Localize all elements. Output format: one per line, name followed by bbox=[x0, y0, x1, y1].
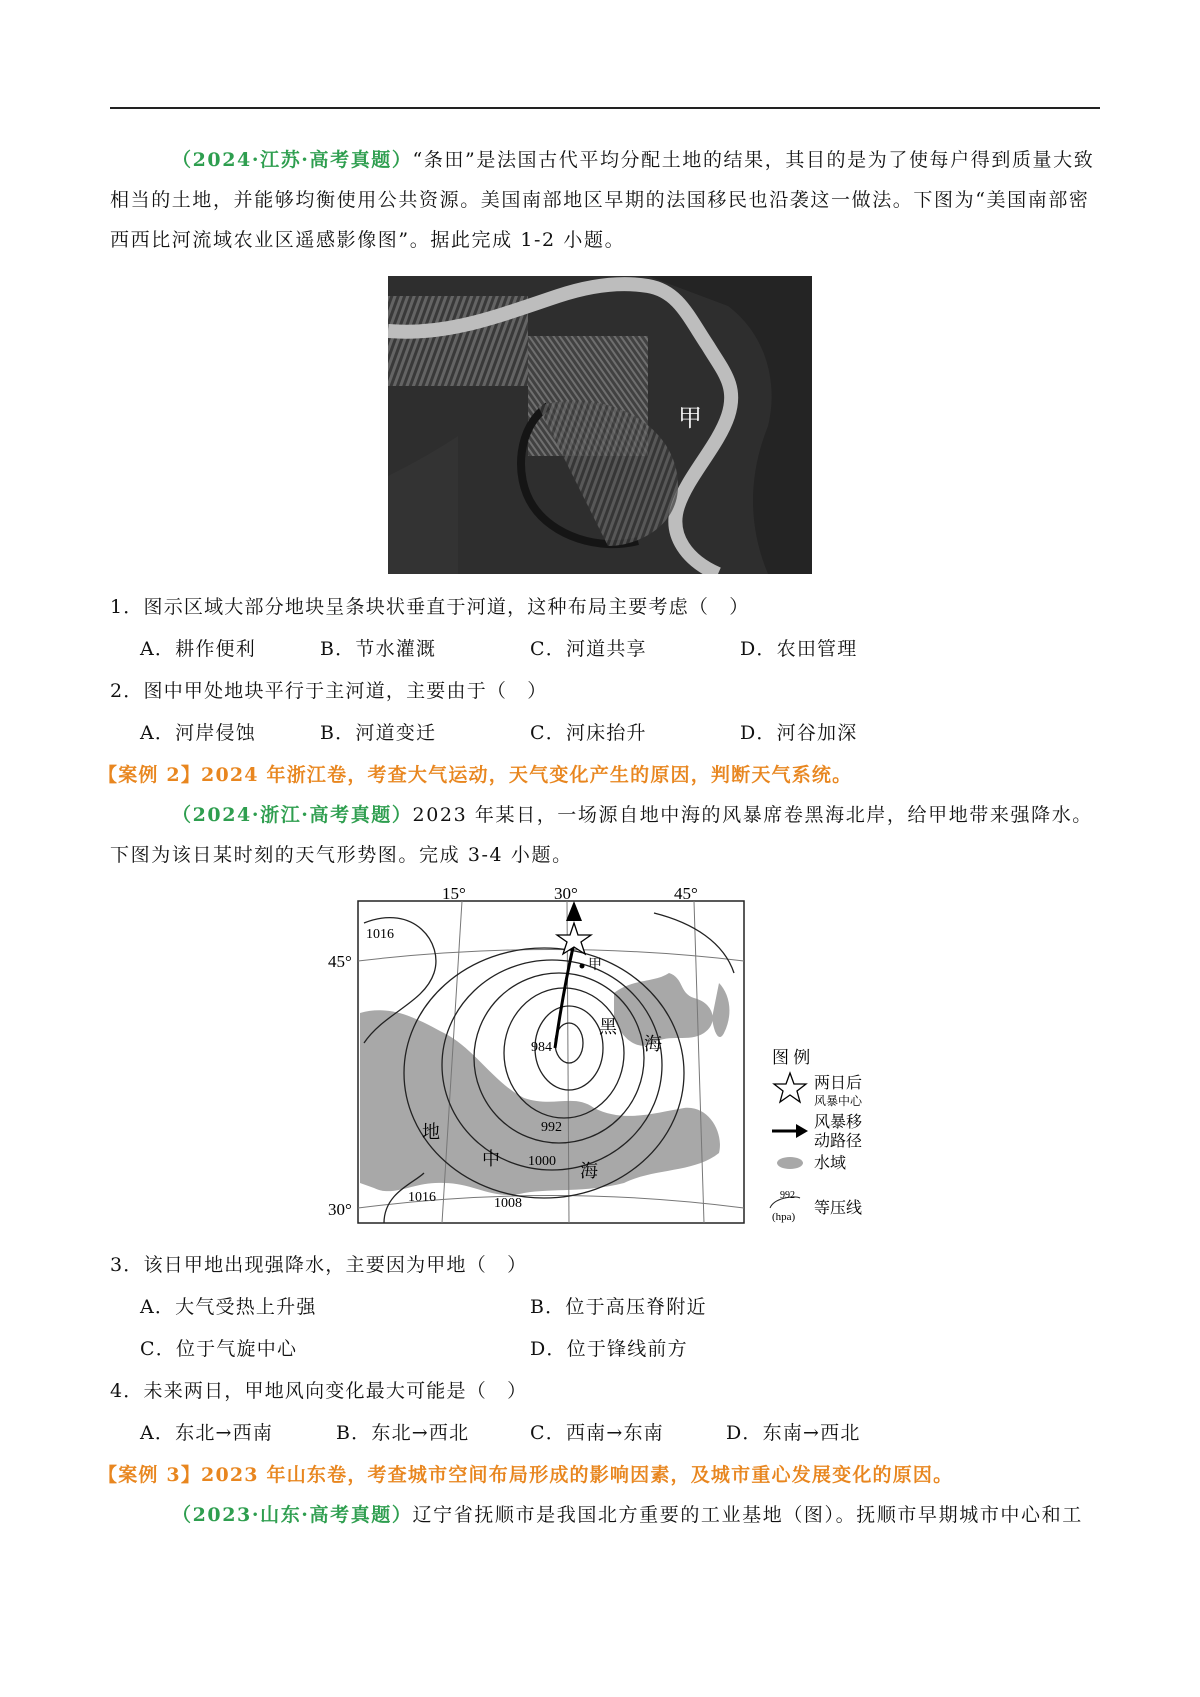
q4-option-d: D．东南→西北 bbox=[726, 1422, 861, 1444]
q1-option-c: C．河道共享 bbox=[530, 638, 647, 660]
case-3-heading: 【案例 3】2023 年山东卷，考查城市空间布局形成的影响因素，及城市重心发展变化的原因。 bbox=[98, 1464, 954, 1486]
q3-option-c: C．位于气旋中心 bbox=[140, 1338, 298, 1360]
q3-option-b: B．位于高压脊附近 bbox=[530, 1296, 707, 1318]
legend-star-label: 两日后 bbox=[814, 1075, 863, 1092]
isobar-label-992: 992 bbox=[541, 1120, 562, 1135]
legend-star-sublabel: 风暴中心 bbox=[814, 1094, 863, 1108]
q3-stem: 3．该日甲地出现强降水，主要因为甲地（ ） bbox=[110, 1254, 528, 1276]
isobar-label-1008: 1008 bbox=[494, 1196, 522, 1211]
question-intro-1 bbox=[110, 140, 1100, 260]
lat-label-45: 45° bbox=[328, 952, 352, 971]
legend-arrow-label-2: 动路径 bbox=[814, 1133, 863, 1150]
q1-option-a: A．耕作便利 bbox=[140, 638, 256, 660]
case-2-heading: 【案例 2】2024 年浙江卷，考查大气运动，天气变化产生的原因，判断天气系统。 bbox=[98, 764, 853, 786]
isobar-label-1000: 1000 bbox=[528, 1154, 556, 1169]
q1-stem: 1．图示区域大部分地块呈条块状垂直于河道，这种布局主要考虑（ ） bbox=[110, 596, 750, 618]
source-tag-2: （2024·浙江·高考真题） bbox=[172, 804, 413, 826]
legend-title: 图 例 bbox=[772, 1048, 811, 1067]
header-rule bbox=[110, 107, 1100, 109]
point-jia-marker bbox=[580, 964, 585, 969]
lon-label-30: 30° bbox=[554, 884, 578, 903]
satellite-image bbox=[388, 276, 812, 574]
isobar-label-1016-south: 1016 bbox=[408, 1190, 436, 1205]
question-intro-3 bbox=[110, 1495, 1100, 1535]
isobar-label-984: 984 bbox=[531, 1040, 552, 1055]
question-intro-2 bbox=[110, 795, 1100, 875]
q4-option-b: B．东北→西北 bbox=[336, 1422, 470, 1444]
intro-text-3: 辽宁省抚顺市是我国北方重要的工业基地（图）。抚顺市早期城市中心和工 bbox=[412, 1504, 1083, 1526]
place-label-jia: 甲 bbox=[588, 958, 602, 973]
map-legend bbox=[770, 1048, 863, 1223]
q3-option-d: D．位于锋线前方 bbox=[530, 1338, 688, 1360]
q2-stem: 2．图中甲处地块平行于主河道，主要由于（ ） bbox=[110, 680, 548, 702]
black-sea-char-1: 黑 bbox=[599, 1017, 617, 1037]
legend-water-label: 水域 bbox=[814, 1155, 847, 1172]
intro-text-2: 2023 年某日，一场源自地中海的风暴席卷黑海北岸，给甲地带来强降水。下图为该日某时刻的天气形势图。完成 3-4 小题。 bbox=[110, 804, 1093, 866]
photo-label-jia: 甲 bbox=[678, 406, 702, 432]
weather-map bbox=[324, 883, 884, 1228]
q4-stem: 4．未来两日，甲地风向变化最大可能是（ ） bbox=[110, 1380, 528, 1402]
q4-option-c: C．西南→东南 bbox=[530, 1422, 664, 1444]
legend-isobar-number: 992 bbox=[780, 1190, 795, 1201]
q3-option-a: A．大气受热上升强 bbox=[140, 1296, 317, 1318]
legend-water-icon bbox=[777, 1157, 803, 1169]
med-sea-char-3: 海 bbox=[580, 1161, 598, 1181]
intro-text-1: “条田”是法国古代平均分配土地的结果，其目的是为了使每户得到质量大致相当的土地，并能够均衡使用公共资源。美国南部地区早期的法国移民也沿袭这一做法。下图为“美国南部密西西比河流域农业区遥感影像图”。据此完成 1-2 小题。 bbox=[110, 149, 1095, 251]
legend-isobar-unit: (hpa) bbox=[772, 1211, 796, 1223]
lat-label-30: 30° bbox=[328, 1200, 352, 1219]
med-sea-char-2: 中 bbox=[482, 1149, 500, 1169]
q1-option-d: D．农田管理 bbox=[740, 638, 858, 660]
source-tag-3: （2023·山东·高考真题） bbox=[172, 1504, 413, 1526]
isobar-label-1016-north: 1016 bbox=[366, 927, 394, 942]
legend-arrow-label-1: 风暴移 bbox=[814, 1114, 863, 1131]
lon-label-15: 15° bbox=[442, 884, 466, 903]
black-sea-char-2: 海 bbox=[644, 1034, 662, 1054]
lon-label-45: 45° bbox=[674, 884, 698, 903]
q2-option-a: A．河岸侵蚀 bbox=[140, 722, 256, 744]
q2-option-b: B．河道变迁 bbox=[320, 722, 437, 744]
q2-option-d: D．河谷加深 bbox=[740, 722, 858, 744]
source-tag-1: （2024·江苏·高考真题） bbox=[172, 149, 413, 171]
q4-option-a: A．东北→西南 bbox=[140, 1422, 274, 1444]
q1-option-b: B．节水灌溉 bbox=[320, 638, 437, 660]
legend-arrow-icon bbox=[796, 1124, 808, 1138]
q2-option-c: C．河床抬升 bbox=[530, 722, 647, 744]
legend-star-icon bbox=[774, 1073, 806, 1102]
med-sea-char-1: 地 bbox=[422, 1122, 440, 1142]
legend-isobar-label: 等压线 bbox=[814, 1200, 863, 1217]
